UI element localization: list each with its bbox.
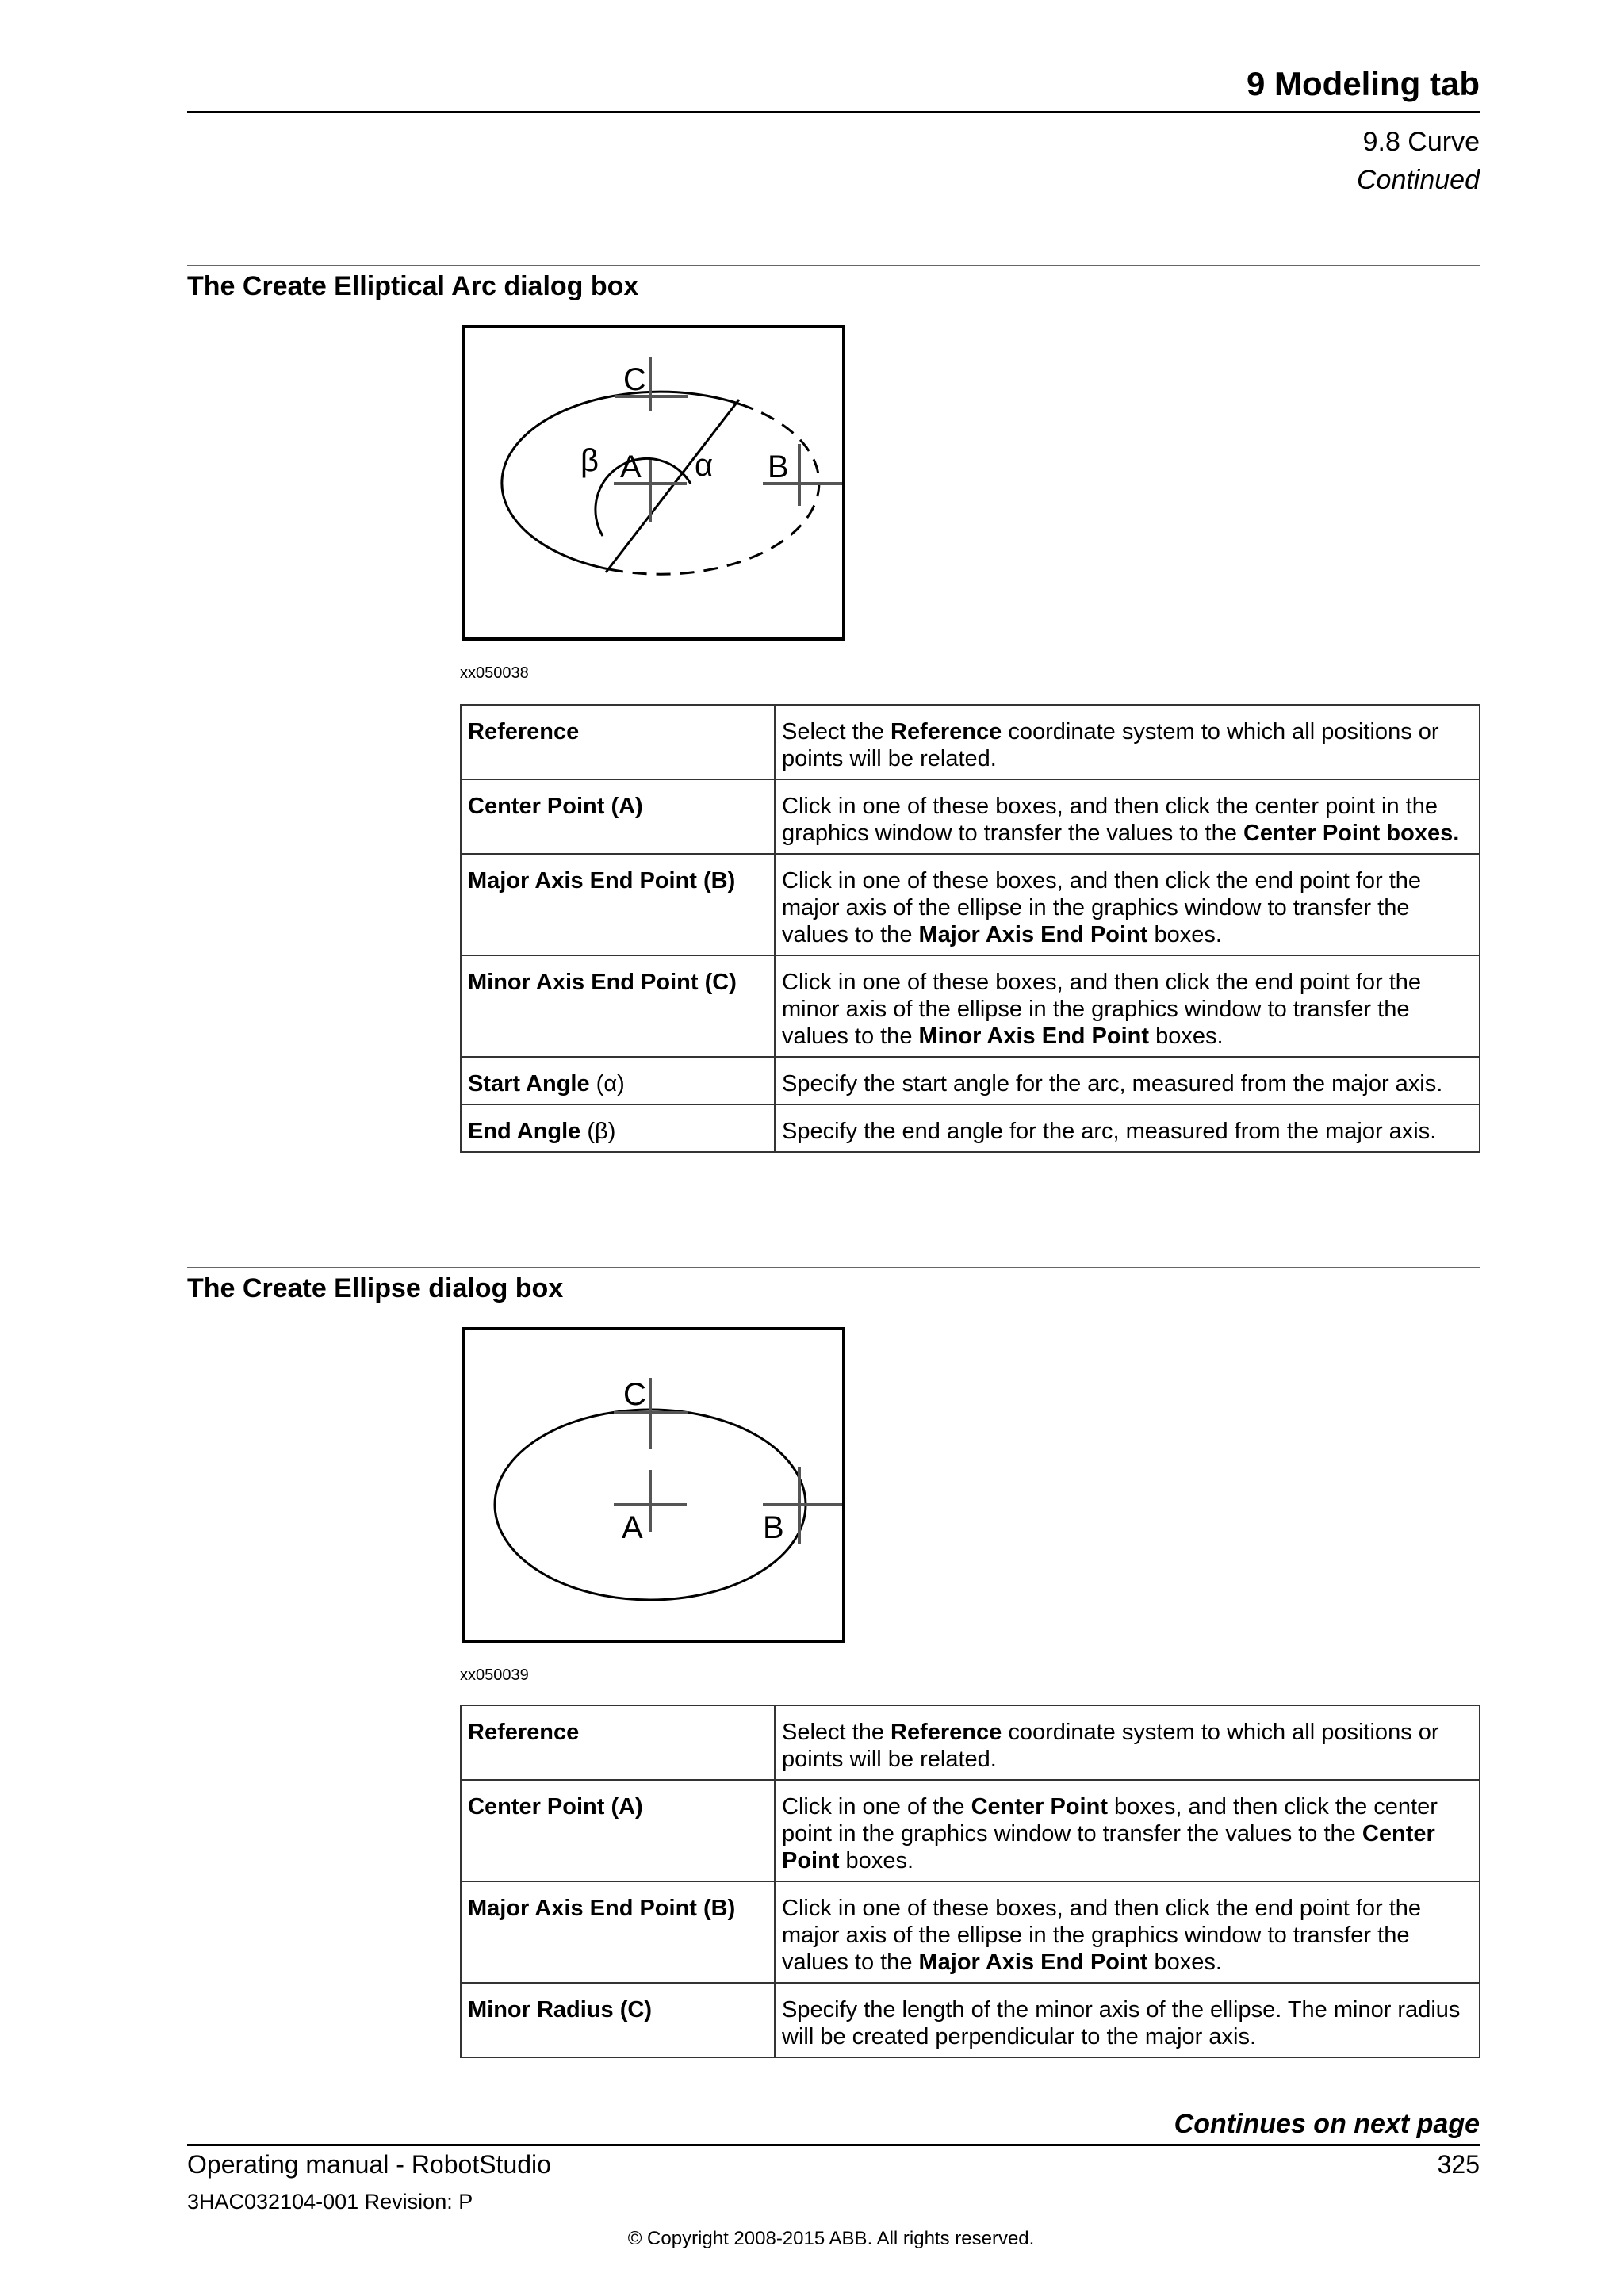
header-rule [187, 111, 1480, 113]
label-beta: β [580, 443, 599, 478]
parameter-name: Minor Axis End Point (C) [461, 955, 775, 1057]
table-row [461, 955, 1480, 1057]
parameter-description: Click in one of the Center Point boxes, and then click the center point in the graphics window to transfer the values to the Center Point boxes. [775, 1780, 1480, 1881]
parameter-name: Center Point (A) [461, 779, 775, 854]
continued-label: Continued [1356, 165, 1480, 195]
chapter-title: 9 Modeling tab [1247, 65, 1480, 102]
parameter-name: Minor Radius (C) [461, 1983, 775, 2057]
parameter-name: Major Axis End Point (B) [461, 1881, 775, 1983]
label-b: B [763, 1510, 784, 1545]
manual-title: Operating manual - RobotStudio [187, 2150, 551, 2179]
parameter-name: Start Angle (α) [461, 1057, 775, 1104]
arc-radius-line [606, 400, 739, 572]
page-number: 325 [1437, 2150, 1480, 2179]
label-c: C [623, 362, 646, 397]
footer-rule [187, 2144, 1480, 2146]
parameter-description: Click in one of these boxes, and then click the end point for the major axis of the ellipse in the graphics window to transfer the values to the Major Axis End Point boxes. [775, 1881, 1480, 1983]
figure-id: xx050039 [460, 1667, 529, 1684]
section-title: 9.8 Curve [1362, 127, 1480, 157]
parameter-name: End Angle (β) [461, 1104, 775, 1152]
table-row [461, 779, 1480, 854]
table-row [461, 1705, 1480, 1780]
parameter-description: Specify the length of the minor axis of the ellipse. The minor radius will be created perpendicular to the major axis. [775, 1983, 1480, 2057]
section-divider [187, 265, 1480, 266]
parameter-name: Major Axis End Point (B) [461, 854, 775, 955]
parameter-name: Center Point (A) [461, 1780, 775, 1881]
label-alpha: α [695, 448, 714, 483]
table-row [461, 1881, 1480, 1983]
parameter-description: Select the Reference coordinate system to which all positions or points will be related. [775, 705, 1480, 779]
ellipse-figure [462, 1327, 845, 1643]
parameter-description: Click in one of these boxes, and then click the center point in the graphics window to transfer the values to the Center Point boxes. [775, 779, 1480, 854]
continues-next-page: Continues on next page [1174, 2109, 1480, 2139]
ellipse-table [460, 1705, 1480, 2058]
document-revision: 3HAC032104-001 Revision: P [187, 2190, 473, 2214]
table-row [461, 1780, 1480, 1881]
label-a: A [620, 450, 642, 484]
label-a: A [622, 1510, 643, 1545]
copyright-notice: © Copyright 2008-2015 ABB. All rights reserved. [627, 2228, 1035, 2249]
table-row [461, 854, 1480, 955]
section-divider [187, 1267, 1480, 1268]
table-row [461, 705, 1480, 779]
figure-id: xx050038 [460, 664, 529, 682]
parameter-description: Select the Reference coordinate system to which all positions or points will be related. [775, 1705, 1480, 1780]
parameter-description: Specify the end angle for the arc, measured from the major axis. [775, 1104, 1480, 1152]
label-c: C [623, 1377, 646, 1412]
elliptical-arc-table [460, 704, 1480, 1153]
section-heading-ellipse: The Create Ellipse dialog box [187, 1273, 564, 1303]
parameter-description: Specify the start angle for the arc, measured from the major axis. [775, 1057, 1480, 1104]
parameter-description: Click in one of these boxes, and then click the end point for the major axis of the ellipse in the graphics window to transfer the values to the Major Axis End Point boxes. [775, 854, 1480, 955]
parameter-description: Click in one of these boxes, and then click the end point for the minor axis of the ellipse in the graphics window to transfer the values to the Minor Axis End Point boxes. [775, 955, 1480, 1057]
label-b: B [768, 450, 789, 484]
table-row [461, 1983, 1480, 2057]
parameter-name: Reference [461, 1705, 775, 1780]
elliptical-arc-figure [462, 325, 845, 641]
section-heading-elliptical-arc: The Create Elliptical Arc dialog box [187, 271, 639, 301]
parameter-name: Reference [461, 705, 775, 779]
table-row [461, 1057, 1480, 1104]
table-row [461, 1104, 1480, 1152]
